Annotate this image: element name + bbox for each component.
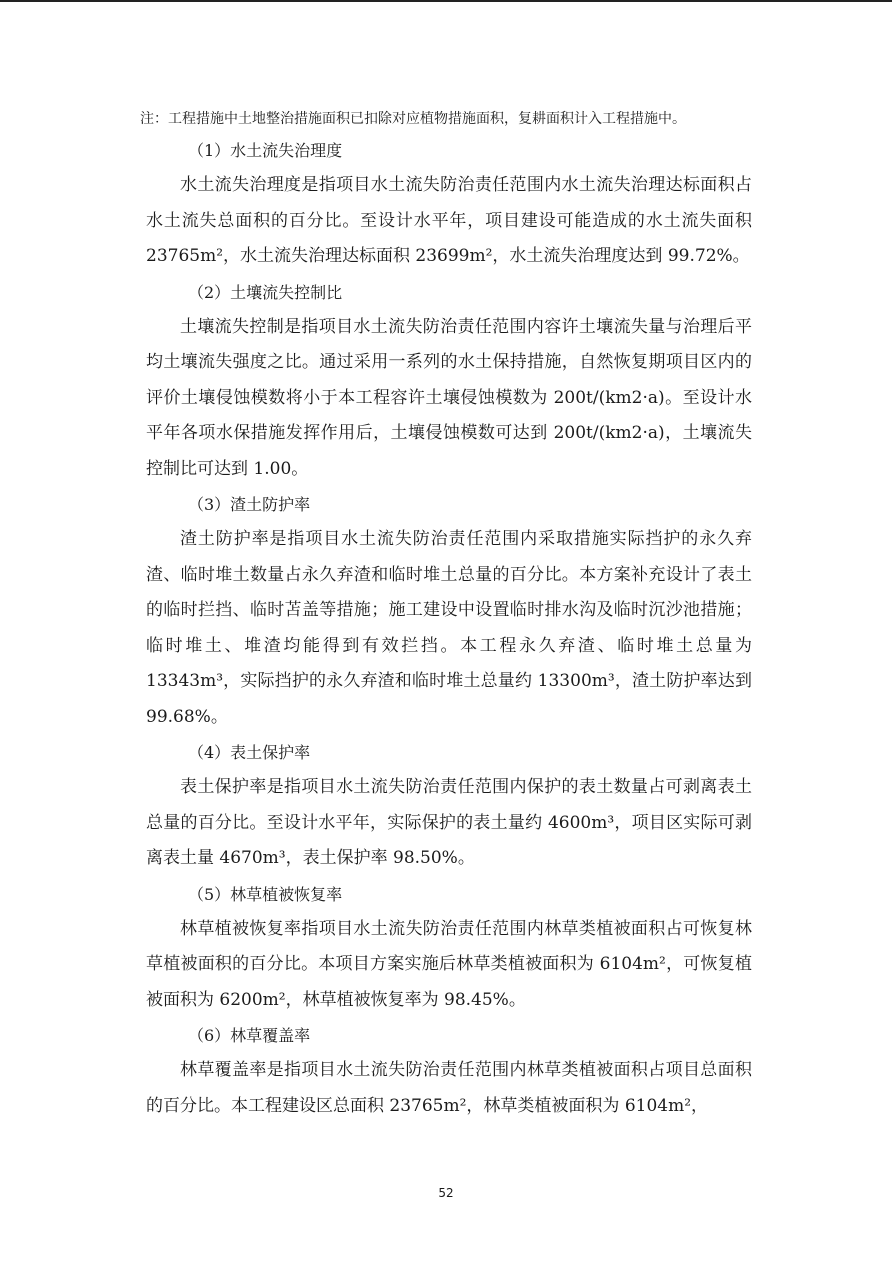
page-number: 52 [438, 1186, 454, 1200]
section-erosion-control-ratio [146, 275, 752, 488]
section-heading: （5）林草植被恢复率 [188, 884, 343, 904]
section-heading: （2）土壤流失控制比 [188, 282, 343, 302]
section-vegetation-coverage-rate [146, 1018, 752, 1124]
section-paragraph: 土壤流失控制是指项目水土流失防治责任范围内容许土壤流失量与治理后平均土壤流失强度之比。通过采用一系列的水土保持措施，自然恢复期项目区内的评价土壤侵蚀模数将小于本工程容许土壤侵蚀模数为 200t/(km2·a)。至设计水平年各项水保措施发挥作用后，土壤侵蚀模数可达到 200t/(km2·a)，土壤流失控制比可达到 1.00。 [146, 316, 752, 479]
section-vegetation-restoration-rate [146, 877, 752, 1019]
section-heading: （3）渣土防护率 [188, 495, 311, 514]
section-paragraph: 林草覆盖率是指项目水土流失防治责任范围内林草类植被面积占项目总面积的百分比。本工程建设区总面积 23765m²，林草类植被面积为 6104m²， [146, 1060, 752, 1116]
section-topsoil-protection-rate [146, 735, 752, 877]
table-footnote: 注：工程措施中土地整治措施面积已扣除对应植物措施面积，复耕面积计入工程措施中。 [140, 111, 686, 127]
section-paragraph: 水土流失治理度是指项目水土流失防治责任范围内水土流失治理达标面积占水土流失总面积的百分比。至设计水平年，项目建设可能造成的水土流失面积 23765m²，水土流失治理达标面积 23699m²，水土流失治理度达到 99.72%。 [146, 175, 752, 266]
section-heading: （6）林草覆盖率 [188, 1026, 311, 1045]
section-heading: （4）表土保护率 [188, 743, 311, 762]
section-paragraph: 渣土防护率是指项目水土流失防治责任范围内采取措施实际挡护的永久弃渣、临时堆土数量占永久弃渣和临时堆土总量的百分比。本方案补充设计了表土的临时拦挡、临时苫盖等措施；施工建设中设置临时排水沟及临时沉沙池措施；临时堆土、堆渣均能得到有效拦挡。本工程永久弃渣、临时堆土总量为 13343m³，实际挡护的永久弃渣和临时堆土总量约 13300m³，渣土防护率达到 99.68%。 [146, 529, 752, 727]
document-body [146, 133, 752, 1124]
section-paragraph: 表土保护率是指项目水土流失防治责任范围内保护的表土数量占可剥离表土总量的百分比。至设计水平年，实际保护的表土量约 4600m³，项目区实际可剥离表土量 4670m³，表土保护率 98.50%。 [146, 777, 752, 868]
section-treatment-degree [146, 133, 752, 275]
top-border-line [0, 0, 892, 2]
section-spoil-protection-rate [146, 487, 752, 735]
section-paragraph: 林草植被恢复率指项目水土流失防治责任范围内林草类植被面积占可恢复林草植被面积的百分比。本项目方案实施后林草类植被面积为 6104m²，可恢复植被面积为 6200m²，林草植被恢复率为 98.45%。 [146, 918, 752, 1010]
section-heading: （1）水土流失治理度 [188, 141, 343, 160]
